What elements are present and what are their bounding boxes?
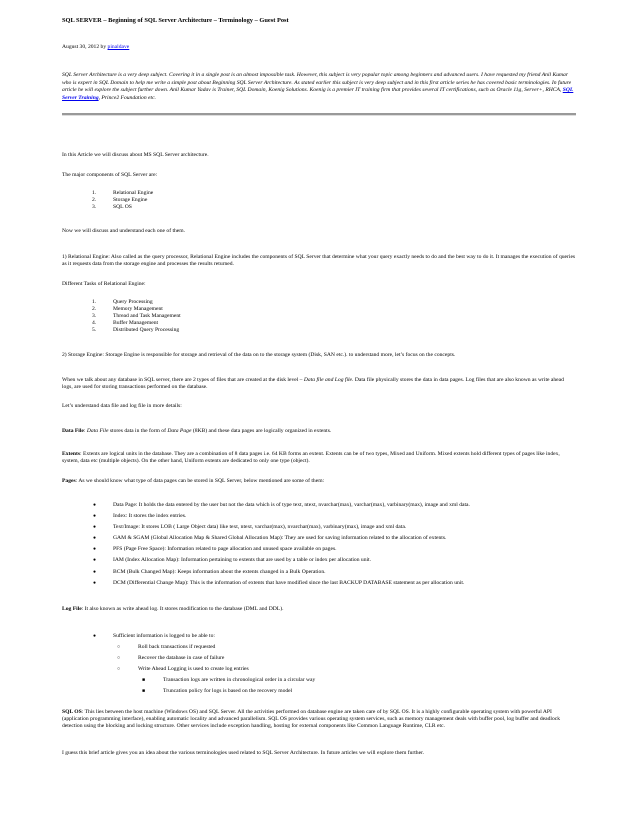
data-page-emphasis: Data Page: [167, 428, 192, 434]
list-item-text: Storage Engine: [113, 197, 148, 203]
list-item-text: Memory Management: [113, 306, 163, 312]
para-data-file: [62, 428, 576, 435]
list-item: Sufficient information is logged to be able to:: [113, 633, 215, 639]
extents-text: : Extents are logical units in the database. They are a combination of 8 data pages i.e. 64 KB forms an extent. Extents can be of two types, Mixed and Uniform. Mixed extents hold different types of pages like index, system, data etc (multiple objects). On the other hand, Uniform extents are dedicated to only one type (object).: [62, 451, 560, 465]
list-item-text: Distributed Query Processing: [113, 327, 180, 333]
list-number: 4.: [92, 320, 97, 326]
para-now: Now we will discuss and understand each one of them.: [62, 228, 186, 234]
bullet-icon: ●: [93, 514, 97, 519]
db-files-text-end: . Data file physically stores the data in data pages. Log files that are also known as write ahead logs, are used for storing transactions performed on the database.: [62, 377, 564, 391]
circle-bullet-icon: ○: [117, 645, 121, 650]
db-files-text: When we talk about any database in SQL server, there are 2 types of files that are created at the disk level –: [62, 377, 304, 383]
list-item-text: Thread and Task Management: [113, 313, 181, 319]
list-item: PFS (Page Free Space): Information related to page allocation and unused space available on pages.: [113, 546, 337, 552]
square-bullet-icon: ■: [142, 678, 146, 683]
pages-label: Pages: [62, 478, 76, 484]
para-log-file: [62, 606, 576, 613]
list-item: DCM (Differential Change Map): This is the information of extents that have modified since the last BACKUP DATABASE statement as per allocation unit.: [113, 580, 465, 586]
list-item-text: Relational Engine: [113, 190, 154, 196]
list-item: Roll back transactions if requested: [138, 644, 216, 650]
list-item: Index: It stores the index entries.: [113, 513, 187, 519]
intro-text: SQL Server Architecture is a very deep subject. Covering it in a single post is an almost impossible task. However, this subject is very popular topic among beginners and advanced users. I have requested my friend Anil Kumar who is expert in SQL Domain to help me write a simple post about Beginning SQL Server Architecture. As stated earlier this subject is very deep subject and in this first article series he has covered basic terminologies. In future article he will explore the subject further down. Anil Kumar Yadav is Trainer, SQL Domain, Koenig Solutions. Koenig is a premier IT training firm that provides several IT certifications, such as Oracle 11g, Server+, RHCA,: [62, 72, 572, 94]
page-title: SQL SERVER – Beginning of SQL Server Architecture – Terminology – Guest Post: [62, 17, 289, 24]
bullet-icon: ●: [93, 581, 97, 586]
list-item: Recover the database in case of failure: [138, 655, 225, 661]
list-number: 3.: [92, 313, 97, 319]
log-file-label: Log File: [62, 606, 82, 612]
sql-os-label: SQL OS: [62, 709, 82, 715]
list-number: 2.: [92, 197, 97, 203]
sql-os-text: : This lies between the host machine (Windows OS) and SQL Server. All the activities performed on database engine are taken care of by SQL OS. It is a highly configurable operating system with powerful API (application programming interface), enabling automatic locality and advanced parallelism. SQL OS provides various operating system services, such as memory management deals with buffer pool, log buffer and deadlock detection using the blocking and locking structure. Other services include exception handling, hosting for external components like Common Language Runtime, CLR etc.: [62, 709, 561, 730]
data-file-sep: :: [83, 428, 87, 434]
log-file-text: : It also known as write ahead log. It stores modification to the database (DML and DDL).: [81, 606, 284, 612]
intro-paragraph: [62, 72, 576, 102]
para-extents: [62, 451, 576, 465]
bullet-icon: ●: [93, 547, 97, 552]
list-number: 3.: [92, 204, 97, 210]
list-item: Truncation policy for logs is based on the recovery model: [163, 688, 293, 694]
data-file-text-end: (8KB) and these data pages are logically organized in extents.: [191, 428, 332, 434]
list-item: Write Ahead Logging is used to create log entries: [138, 666, 249, 672]
para-understand: Let’s understand data file and log file in more details:: [62, 403, 182, 409]
bullet-icon: ●: [93, 503, 97, 508]
para-db-files: [62, 377, 576, 391]
data-file-label: Data File: [62, 428, 84, 434]
para-pages: [62, 478, 576, 485]
circle-bullet-icon: ○: [117, 667, 121, 672]
list-item: IAM (Index Allocation Map): Information pertaining to extents that are used by a table or index per allocation unit.: [113, 557, 372, 563]
circle-bullet-icon: ○: [117, 656, 121, 661]
list-item-text: Buffer Management: [113, 320, 159, 326]
list-item-text: Query Processing: [113, 299, 153, 305]
date-text: August 30, 2012 by: [62, 44, 108, 50]
sql-server-training-link[interactable]: SQL Server Training: [62, 87, 574, 101]
extents-label: Extents: [62, 451, 81, 457]
list-item: Text/Image: It stores LOB ( Large Object data) like text, ntext, varchar(max), nvarchar(max), varbinary(max), image and xml data.: [113, 524, 407, 530]
list-number: 2.: [92, 306, 97, 312]
list-item-text: SQL OS: [113, 204, 132, 210]
para-relational: 1) Relational Engine: Also called as the query processor, Relational Engine includes the components of SQL Server that determine what your query exactly needs to do and the best way to do it. It manages the execution of queries as it requests data from the storage engine and processes the results returned.: [62, 254, 576, 268]
author-link[interactable]: pinaldave: [107, 44, 130, 50]
para-sql-os: [62, 709, 576, 731]
list-item: Data Page: It holds the data entered by the user but not the data which is of type text, ntext, nvarchar(max), varchar(max), varbinary(max), image and xml data.: [113, 502, 470, 508]
data-file-emphasis: Data File: [86, 428, 109, 434]
para-major: The major components of SQL Server are:: [62, 172, 158, 178]
list-number: 1.: [92, 190, 97, 196]
pages-text: : As we should know what type of data pages can be stored in SQL Server, below mentioned are some of them:: [75, 478, 325, 484]
para-article: In this Article we will discuss about MS SQL Server architecture.: [62, 152, 209, 158]
list-number: 1.: [92, 299, 97, 305]
para-tasks: Different Tasks of Relational Engine:: [62, 281, 146, 287]
db-files-emphasis: Data file and Log file: [303, 377, 353, 383]
para-final: I guess this brief article gives you an idea about the various terminologies used related to SQL Server Architecture. In future articles we will explore them further.: [62, 750, 425, 756]
bullet-icon: ●: [93, 536, 97, 541]
bullet-icon: ●: [93, 634, 97, 639]
list-item: BCM (Bulk Changed Map): Keeps information about the extents changed in a Bulk Operation.: [113, 569, 326, 575]
post-date: [62, 44, 576, 51]
square-bullet-icon: ■: [142, 689, 146, 694]
bullet-icon: ●: [93, 570, 97, 575]
list-item: GAM & SGAM (Global Allocation Map & Shared Global Allocation Map): They are used for saving information related to the allocation of extents.: [113, 535, 447, 541]
intro-end: , Prince2 Foundation etc.: [98, 94, 156, 101]
list-item: Transaction logs are written in chronological order in a circular way: [163, 677, 316, 683]
horizontal-rule: [62, 113, 576, 116]
list-number: 5.: [92, 327, 97, 333]
bullet-icon: ●: [93, 558, 97, 563]
data-file-text: stores data in the form of: [108, 428, 168, 434]
bullet-icon: ●: [93, 525, 97, 530]
para-storage: 2) Storage Engine: Storage Engine is responsible for storage and retrieval of the data on to the storage system (Disk, SAN etc.). to understand more, let’s focus on the concepts.: [62, 352, 456, 358]
